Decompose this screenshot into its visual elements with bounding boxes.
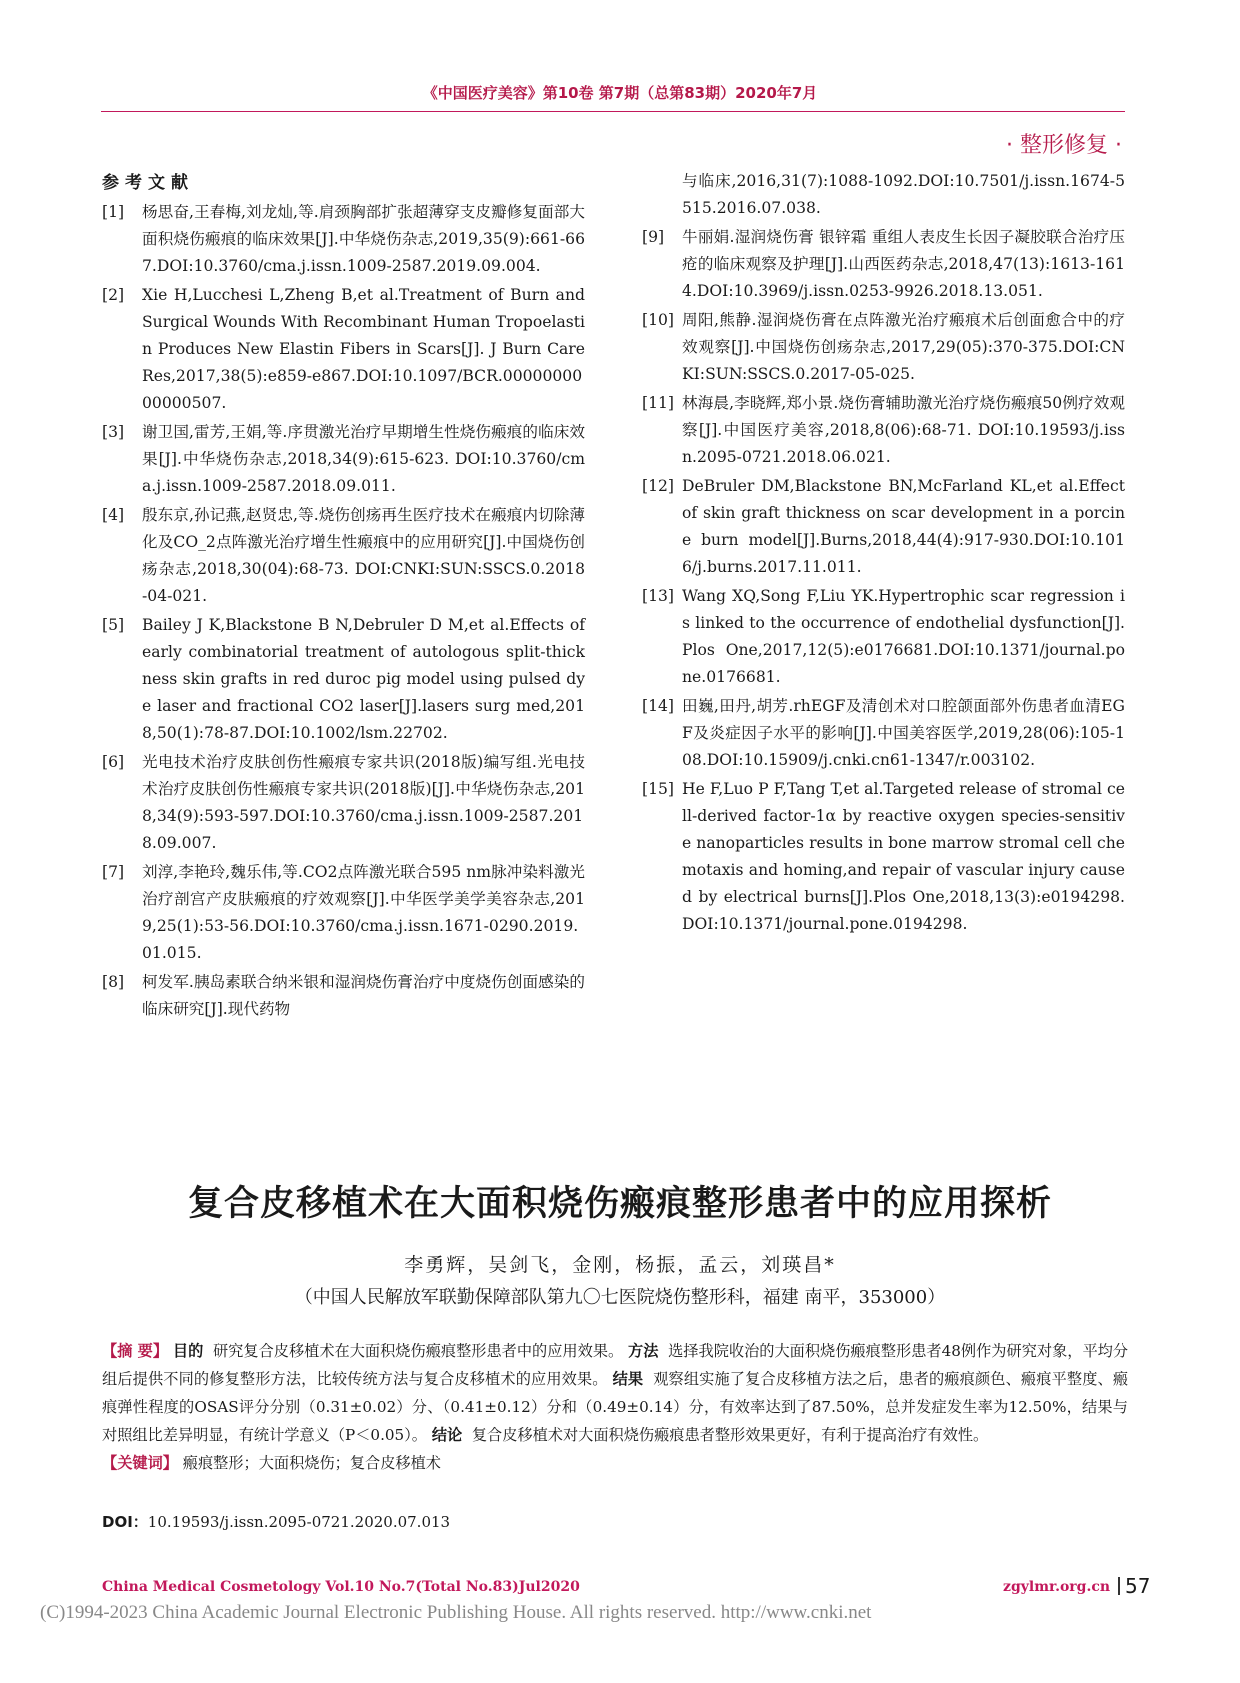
article-doi	[102, 1511, 450, 1532]
abstract-label: 【摘 要】	[102, 1342, 169, 1360]
abstract	[102, 1337, 1128, 1477]
reference-item: [5] Bailey J K,Blackstone B N,Debruler D M,et al.Effects of early combinatorial treatment of autologous split-thickness skin grafts in red duroc pig model using pulsed dye laser and fractional CO2 laser[J].lasers surg med,2018,50(1):78-87.DOI:10.1002/lsm.22702.	[102, 616, 585, 742]
reference-item: [1] 杨思奋,王春梅,刘龙灿,等.肩颈胸部扩张超薄穿支皮瓣修复面部大面积烧伤瘢痕的临床效果[J].中华烧伤杂志,2019,35(9):661-667.DOI:10.3760/cma.j.issn.1009-2587.2019.09.004.	[102, 203, 585, 275]
reference-item: [12] DeBruler DM,Blackstone BN,McFarland KL,et al.Effect of skin graft thickness on scar development in a porcine burn model[J].Burns,2018,44(4):917-930.DOI:10.1016/j.burns.2017.11.011.	[642, 477, 1125, 576]
conclusion-label: 结论	[431, 1426, 463, 1444]
reference-item: [9] 牛丽娟.湿润烧伤膏 银锌霜 重组人表皮生长因子凝胶联合治疗压疮的临床观察及护理[J].山西医药杂志,2018,47(13):1613-1614.DOI:10.3969/j.issn.0253-9926.2018.13.051.	[642, 228, 1125, 300]
objective-text: 研究复合皮移植术在大面积烧伤瘢痕整形患者中的应用效果。	[212, 1342, 624, 1360]
reference-item: [4] 殷东京,孙记燕,赵贤忠,等.烧伤创疡再生医疗技术在瘢痕内切除薄化及CO_2点阵激光治疗增生性瘢痕中的应用研究[J].中国烧伤创疡杂志,2018,30(04):68-73. DOI:CNKI:SUN:SSCS.0.2018-04-021.	[102, 506, 585, 605]
methods-text: 选择我院收治的大面积烧伤瘢痕整形患者48例作为研究对象，平均分组后提供不同的修复整形方法，比较传统方法与复合皮移植术的应用效果。	[102, 1342, 1129, 1388]
reference-item: [15] He F,Luo P F,Tang T,et al.Targeted release of stromal cell-derived factor-1α by reactive oxygen species-sensitive nanoparticles results in bone marrow stromal cell chemotaxis and homing,and repair of vascular injury caused by electrical burns[J].Plos One,2018,13(3):e0194298.DOI:10.1371/journal.pone.0194298.	[642, 780, 1125, 933]
reference-continuation: 与临床,2016,31(7):1088-1092.DOI:10.7501/j.issn.1674-5515.2016.07.038.	[682, 172, 1125, 217]
reference-item: [14] 田巍,田丹,胡芳.rhEGF及清创术对口腔颌面部外伤患者血清EGF及炎症因子水平的影响[J].中国美容医学,2019,28(06):105-108.DOI:10.15909/j.cnki.cn61-1347/r.003102.	[642, 697, 1125, 769]
reference-item: [11] 林海晨,李晓辉,郑小景.烧伤膏辅助激光治疗烧伤瘢痕50例疗效观察[J].中国医疗美容,2018,8(06):68-71. DOI:10.19593/j.issn.2095-0721.2018.06.021.	[642, 394, 1125, 466]
doi-label: DOI：	[102, 1513, 148, 1531]
article-affiliation: （中国人民解放军联勤保障部队第九〇七医院烧伤整形科，福建 南平，353000）	[294, 1287, 946, 1308]
page-number: 57	[1125, 1574, 1151, 1598]
reference-item: [3] 谢卫国,雷芳,王娟,等.序贯激光治疗早期增生性烧伤瘢痕的临床效果[J].中华烧伤杂志,2018,34(9):615-623. DOI:10.3760/cma.j.issn.1009-2587.2018.09.011.	[102, 423, 585, 495]
keywords-label: 【关键词】	[102, 1454, 178, 1472]
page-divider	[1118, 1577, 1120, 1595]
reference-item: [10] 周阳,熊静.湿润烧伤膏在点阵激光治疗瘢痕术后创面愈合中的疗效观察[J].中国烧伤创疡杂志,2017,29(05):370-375.DOI:CNKI:SUN:SSCS.0.2017-05-025.	[642, 311, 1125, 383]
journal-header: 《中国医疗美容》第10卷 第7期（总第83期）2020年7月	[422, 84, 818, 102]
reference-item: [7] 刘淳,李艳玲,魏乐伟,等.CO2点阵激光联合595 nm脉冲染料激光治疗剖宫产皮肤瘢痕的疗效观察[J].中华医学美学美容杂志,2019,25(1):53-56.DOI:10.3760/cma.j.issn.1671-0290.2019.01.015.	[102, 863, 585, 962]
header-divider	[101, 111, 1125, 112]
reference-item: [8] 柯发军.胰岛素联合纳米银和湿润烧伤膏治疗中度烧伤创面感染的临床研究[J].现代药物	[102, 973, 585, 1018]
article-authors: 李勇辉，吴剑飞，金刚，杨振，孟云，刘瑛昌*	[404, 1254, 836, 1276]
article-title: 复合皮移植术在大面积烧伤瘢痕整形患者中的应用探析	[187, 1184, 1052, 1224]
keywords-text: 瘢痕整形；大面积烧伤；复合皮移植术	[182, 1454, 441, 1472]
results-label: 结果	[612, 1370, 644, 1388]
methods-label: 方法	[628, 1342, 659, 1360]
reference-item: [6] 光电技术治疗皮肤创伤性瘢痕专家共识(2018版)编写组.光电技术治疗皮肤创伤性瘢痕专家共识(2018版)[J].中华烧伤杂志,2018,34(9):593-597.DOI:10.3760/cma.j.issn.1009-2587.2018.09.007.	[102, 753, 585, 852]
conclusion-text: 复合皮移植术对大面积烧伤瘢痕患者整形效果更好，有利于提高治疗有效性。	[471, 1426, 989, 1444]
results-text: 观察组实施了复合皮移植方法之后，患者的瘢痕颜色、瘢痕平整度、瘢痕弹性程度的OSAS评分分别（0.31±0.02）分、（0.41±0.12）分和（0.49±0.14）分，有效率达到了87.50%，总并发症发生率为12.50%，结果与对照组比差异明显，有统计学意义（P＜0.05）。	[102, 1370, 1129, 1444]
section-label: · 整形修复 ·	[1006, 133, 1122, 158]
reference-item: [13] Wang XQ,Song F,Liu YK.Hypertrophic scar regression is linked to the occurrence of endothelial dysfunction[J]. Plos One,2017,12(5):e0176681.DOI:10.1371/journal.pone.0176681.	[642, 587, 1125, 686]
references-left-column	[102, 170, 585, 1025]
objective-label: 目的	[172, 1342, 204, 1360]
references-title: 参考文献	[102, 173, 194, 193]
footer-site: zgylmr.org.cn	[1003, 1579, 1111, 1595]
doi-value: 10.19593/j.issn.2095-0721.2020.07.013	[147, 1513, 451, 1531]
references-right-column	[642, 168, 1125, 940]
copyright-line: (C)1994-2023 China Academic Journal Electronic Publishing House. All rights reserved. http://www.cnki.net	[40, 1602, 872, 1623]
reference-item: [2] Xie H,Lucchesi L,Zheng B,et al.Treatment of Burn and Surgical Wounds With Recombinant Human Tropoelastin Produces New Elastin Fibers in Scars[J]. J Burn Care Res,2017,38(5):e859-e867.DOI:10.1097/BCR.0000000000000507.	[102, 286, 585, 412]
footer-journal: China Medical Cosmetology Vol.10 No.7(Total No.83)Jul2020	[102, 1579, 580, 1595]
